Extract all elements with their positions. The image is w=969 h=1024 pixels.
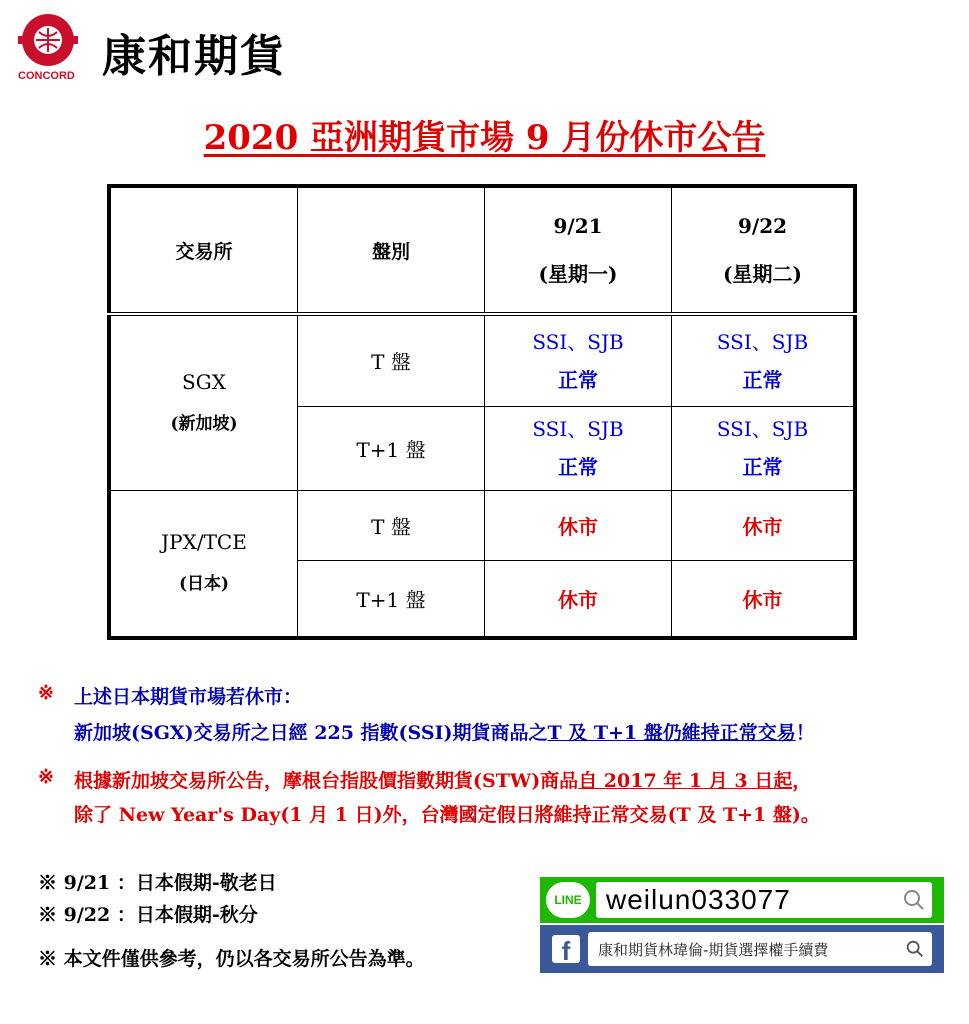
status-cell: 休市 <box>672 560 856 638</box>
line-id-box[interactable] <box>540 877 944 923</box>
holiday-note-1: ※ 9/21 ：日本假期-敬老日 <box>38 872 277 894</box>
status-cell: SSI、SJB 正常 <box>672 314 856 406</box>
session-cell: T+1 盤 <box>298 560 485 638</box>
status-cell: SSI、SJB 正常 <box>672 406 856 490</box>
session-cell: T+1 盤 <box>298 406 485 490</box>
note-1-line-1: 上述日本期貨市場若休市： <box>74 686 303 708</box>
status-cell: 休市 <box>672 490 856 560</box>
company-logo <box>18 12 328 86</box>
search-icon[interactable] <box>904 938 926 960</box>
header-exchange: 交易所 <box>109 186 298 314</box>
table-header-row <box>109 186 855 314</box>
session-cell: T 盤 <box>298 490 485 560</box>
note-2-mark: ※ <box>38 766 54 788</box>
table-row <box>109 490 855 560</box>
status-cell: 休市 <box>485 490 672 560</box>
holiday-schedule-table <box>107 184 857 640</box>
facebook-search-box[interactable] <box>540 925 944 973</box>
note-1-line-2: 新加坡(SGX)交易所之日經 225 指數(SSI)期貨商品之T 及 T+1 盤仍維持正常交易！ <box>74 722 815 744</box>
status-cell: 休市 <box>485 560 672 638</box>
exchange-cell-sgx: SGX (新加坡) <box>109 314 298 490</box>
page-title: 2020 亞洲期貨市場 9 月份休市公告 <box>203 118 766 158</box>
status-cell: SSI、SJB 正常 <box>485 314 672 406</box>
session-cell: T 盤 <box>298 314 485 406</box>
note-2-line-1: 根據新加坡交易所公告，摩根台指股價指數期貨(STW)商品自 2017 年 1 月 3 日起， <box>74 770 812 792</box>
line-icon: LINE <box>546 882 590 918</box>
exchange-cell-jpx: JPX/TCE (日本) <box>109 490 298 638</box>
header-date-1: 9/21 (星期一) <box>485 186 672 314</box>
line-id-text: weilun033077 <box>606 884 791 915</box>
header-session: 盤別 <box>298 186 485 314</box>
disclaimer-note: ※ 本文件僅供參考，仍以各交易所公告為準。 <box>38 948 425 970</box>
company-sub-name: CONCORD <box>18 70 75 82</box>
note-2-line-2: 除了 New Year's Day(1 月 1 日)外，台灣國定假日將維持正常交易(T 及 T+1 盤)。 <box>74 804 820 826</box>
header-date-2: 9/22 (星期二) <box>672 186 856 314</box>
facebook-page-text: 康和期貨林瑋倫-期貨選擇權手續費 <box>598 941 829 959</box>
holiday-note-2: ※ 9/22 ：日本假期-秋分 <box>38 904 258 926</box>
note-1-mark: ※ <box>38 682 54 704</box>
facebook-search-field[interactable] <box>588 932 932 966</box>
table-row <box>109 314 855 406</box>
concord-emblem-icon <box>18 12 88 68</box>
status-cell: SSI、SJB 正常 <box>485 406 672 490</box>
facebook-icon: f <box>552 935 580 963</box>
company-name: 康和期貨 <box>102 31 286 82</box>
line-search-field[interactable] <box>596 882 932 918</box>
search-icon[interactable] <box>902 888 926 912</box>
